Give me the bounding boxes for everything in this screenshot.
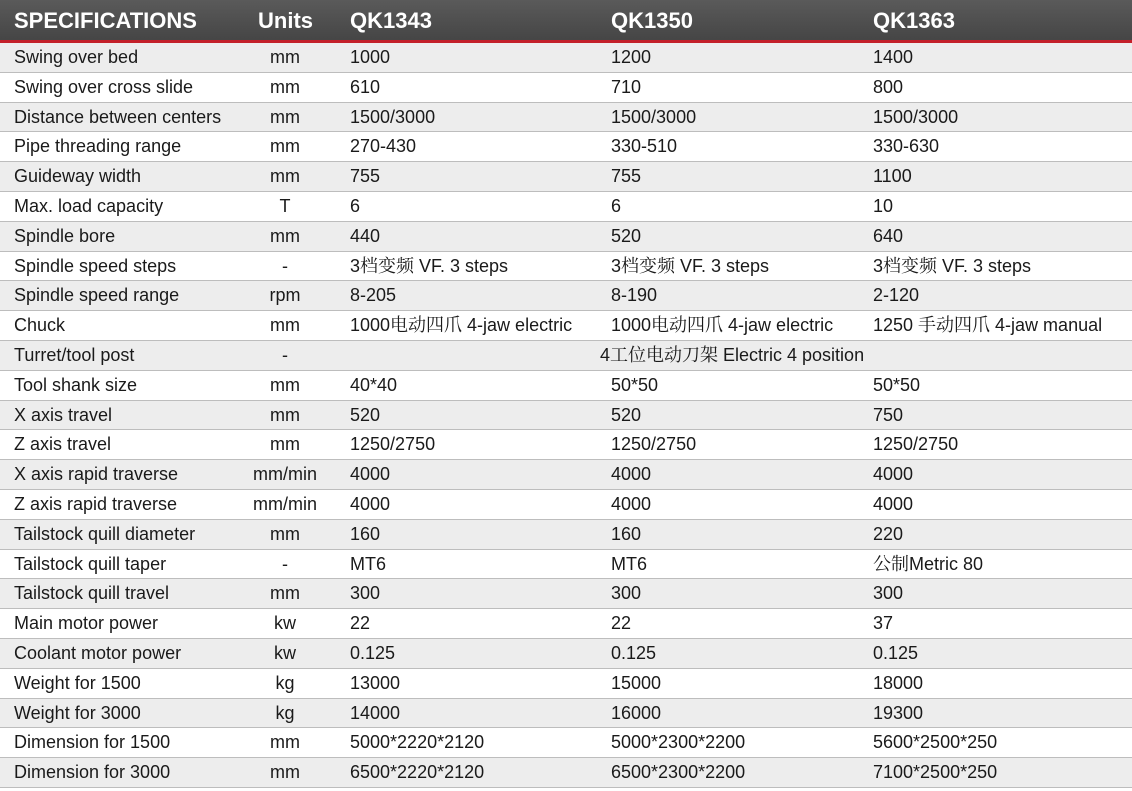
unit-cell: mm [270,47,300,67]
spec-label: Spindle speed range [14,285,180,306]
unit-cell: kw [274,613,296,634]
value-cell-qk1350: 50*50 [611,374,659,395]
spec-label: Dimension for 3000 [14,762,171,783]
table-row [0,430,1132,460]
unit-cell: mm [270,136,300,157]
table-row [0,43,1132,73]
table-row [0,758,1132,788]
value-cell-qk1363: 公制Metric 80 [873,553,984,574]
value-cell-qk1343: 0.125 [350,642,396,663]
unit-cell: mm/min [253,493,317,514]
unit-cell: mm [270,434,300,455]
unit-cell: mm [270,732,300,753]
value-cell-qk1350: 710 [611,76,642,97]
spec-label: Coolant motor power [14,642,182,663]
unit-cell: rpm [269,285,301,306]
value-cell-qk1350: 1250/2750 [611,434,697,455]
value-cell-qk1343: 6500*2220*2120 [350,762,485,783]
header-units: Units [258,8,313,33]
spec-label: Pipe threading range [14,136,182,157]
spec-label: Weight for 3000 [14,702,141,723]
value-cell-qk1363: 37 [873,613,894,634]
unit-cell: mm [270,762,300,783]
unit-cell: mm/min [253,464,317,485]
unit-cell: T [279,195,291,216]
value-cell-qk1363: 4000 [873,493,914,514]
table-row [0,73,1132,103]
value-cell-qk1343: 5000*2220*2120 [350,732,485,753]
value-cell-qk1350: 330-510 [611,136,678,157]
value-cell-qk1363: 10 [873,195,894,216]
table-row [0,252,1132,282]
unit-cell: mm [270,106,300,127]
unit-cell: kg [275,702,295,723]
spec-label: X axis travel [14,404,113,425]
value-cell-qk1363: 330-630 [873,136,940,157]
unit-cell: mm [270,404,300,425]
value-cell-qk1363: 220 [873,523,904,544]
value-cell-qk1350: 6 [611,195,622,216]
spec-label: Chuck [14,315,66,336]
table-row [0,371,1132,401]
spec-label: Dimension for 1500 [14,732,171,753]
value-cell-qk1350: 16000 [611,702,662,723]
value-cell-qk1343: 4000 [350,493,391,514]
value-cell-qk1350: 22 [611,613,632,634]
value-cell-qk1343: 440 [350,225,381,246]
spec-label: Tool shank size [14,374,138,395]
table-row [0,728,1132,758]
value-cell-qk1363: 1250 手动四爪 4-jaw manual [873,315,1103,336]
value-cell-qk1363: 640 [873,225,904,246]
spec-label: Swing over cross slide [14,76,194,97]
value-cell-qk1363: 2-120 [873,285,920,306]
table-row [0,162,1132,192]
value-cell-qk1350: 755 [611,166,642,187]
value-cell-qk1363: 4000 [873,464,914,485]
unit-cell: - [282,344,288,365]
table-row [0,192,1132,222]
value-cell-qk1343: 755 [350,166,381,187]
value-cell-qk1363: 19300 [873,702,924,723]
unit-cell: mm [270,166,300,187]
value-cell-qk1350: 1200 [611,47,652,67]
value-cell-qk1343: 3档变频 VF. 3 steps [350,255,509,276]
unit-cell: mm [270,374,300,395]
spec-label: Distance between centers [14,106,222,127]
value-cell-qk1343: 160 [350,523,381,544]
unit-cell: mm [270,225,300,246]
value-cell-qk1343: 610 [350,76,381,97]
spec-label: Swing over bed [14,47,139,67]
table-row [0,490,1132,520]
spec-label: Max. load capacity [14,195,164,216]
value-cell-qk1363: 1500/3000 [873,106,959,127]
header-model-qk1350: QK1350 [611,8,693,33]
header-model-qk1363: QK1363 [873,8,955,33]
unit-cell: kw [274,642,296,663]
value-cell-qk1350: 160 [611,523,642,544]
value-cell-qk1350: 5000*2300*2200 [611,732,746,753]
value-cell-qk1363: 50*50 [873,374,921,395]
value-cell-qk1363: 0.125 [873,642,919,663]
value-cell-qk1343: 4000 [350,464,391,485]
unit-cell: mm [270,523,300,544]
merged-value-cell: 4工位电动刀架 Electric 4 position [600,344,865,365]
value-cell-qk1350: 1000电动四爪 4-jaw electric [611,315,834,336]
value-cell-qk1350: 4000 [611,493,652,514]
spec-label: Tailstock quill taper [14,553,167,574]
spec-label: Tailstock quill travel [14,583,170,604]
value-cell-qk1343: 8-205 [350,285,397,306]
value-cell-qk1363: 1400 [873,47,914,67]
value-cell-qk1350: 520 [611,404,642,425]
value-cell-qk1363: 18000 [873,672,924,693]
value-cell-qk1350: MT6 [611,553,647,574]
spec-label: Turret/tool post [14,344,135,365]
value-cell-qk1343: 22 [350,613,371,634]
value-cell-qk1363: 1100 [873,166,912,187]
value-cell-qk1363: 5600*2500*250 [873,732,998,753]
table-row [0,699,1132,729]
value-cell-qk1343: 300 [350,583,381,604]
value-cell-qk1363: 7100*2500*250 [873,762,998,783]
spec-label: X axis rapid traverse [14,464,179,485]
spec-label: Main motor power [14,613,159,634]
spec-label: Z axis travel [14,434,112,455]
header-specifications: SPECIFICATIONS [14,8,197,33]
value-cell-qk1350: 0.125 [611,642,657,663]
value-cell-qk1343: 270-430 [350,136,417,157]
spec-label: Tailstock quill diameter [14,523,196,544]
spec-label: Spindle bore [14,225,116,246]
value-cell-qk1343: 1000电动四爪 4-jaw electric [350,315,573,336]
spec-label: Spindle speed steps [14,255,177,276]
spec-label: Weight for 1500 [14,672,141,693]
table-row [0,222,1132,252]
value-cell-qk1350: 15000 [611,672,662,693]
table-row [0,311,1132,341]
value-cell-qk1350: 3档变频 VF. 3 steps [611,255,770,276]
table-body [0,43,1132,788]
table-row [0,132,1132,162]
table-row [0,579,1132,609]
value-cell-qk1350: 6500*2300*2200 [611,762,746,783]
table-row [0,341,1132,371]
value-cell-qk1343: 14000 [350,702,401,723]
value-cell-qk1343: 1000 [350,47,391,67]
table-row [0,103,1132,133]
table-header [0,0,1132,41]
value-cell-qk1343: 1250/2750 [350,434,436,455]
table-row [0,520,1132,550]
unit-cell: mm [270,76,300,97]
unit-cell: - [282,255,288,276]
value-cell-qk1363: 300 [873,583,904,604]
value-cell-qk1343: 6 [350,195,361,216]
table-row [0,281,1132,311]
table-row [0,401,1132,431]
value-cell-qk1350: 300 [611,583,642,604]
unit-cell: mm [270,315,300,336]
unit-cell: kg [275,672,295,693]
header-model-qk1343: QK1343 [350,8,432,33]
table-row [0,460,1132,490]
table-row [0,639,1132,669]
unit-cell: mm [270,583,300,604]
value-cell-qk1363: 1250/2750 [873,434,959,455]
value-cell-qk1350: 1500/3000 [611,106,697,127]
table-row [0,550,1132,580]
value-cell-qk1343: 13000 [350,672,401,693]
value-cell-qk1363: 800 [873,76,904,97]
unit-cell: - [282,553,288,574]
value-cell-qk1350: 8-190 [611,285,658,306]
spec-label: Guideway width [14,166,142,187]
value-cell-qk1343: 40*40 [350,374,398,395]
value-cell-qk1350: 520 [611,225,642,246]
table-row [0,669,1132,699]
value-cell-qk1343: MT6 [350,553,386,574]
value-cell-qk1363: 750 [873,404,904,425]
value-cell-qk1343: 1500/3000 [350,106,436,127]
spec-label: Z axis rapid traverse [14,493,178,514]
table-row [0,609,1132,639]
value-cell-qk1343: 520 [350,404,381,425]
value-cell-qk1350: 4000 [611,464,652,485]
value-cell-qk1363: 3档变频 VF. 3 steps [873,255,1032,276]
